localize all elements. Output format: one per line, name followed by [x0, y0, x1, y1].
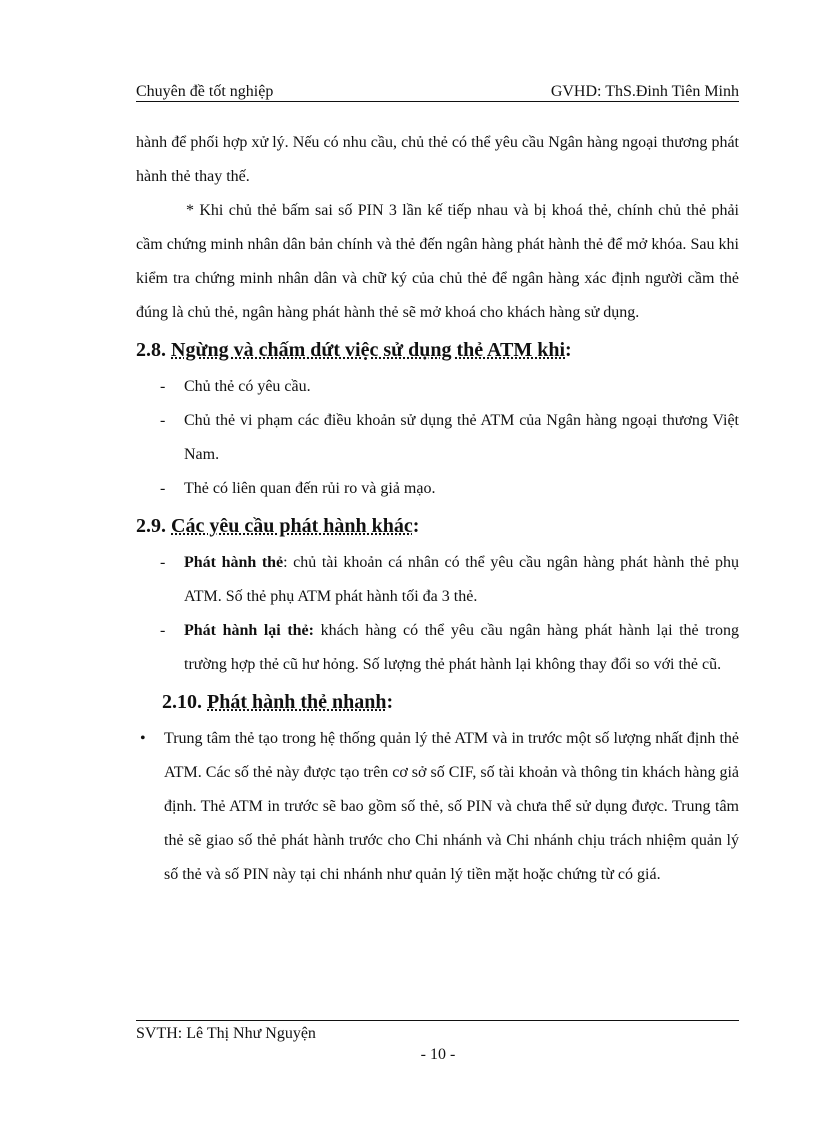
term-label: Phát hành thẻ: [184, 554, 284, 571]
list-item: - Phát hành lại thẻ: khách hàng có thể yêu cầu ngân hàng phát hành lại thẻ trong trường hợp thẻ cũ hư hỏng. Số lượng thẻ phát hành lại không thay đổi so với thẻ cũ.: [160, 622, 740, 673]
paragraph-continued: hành để phối hợp xử lý. Nếu có nhu cầu, chủ thẻ có thể yêu cầu Ngân hàng ngoại thương phát hành thẻ thay thế.: [136, 134, 739, 185]
list-item: - Phát hành thẻ: chủ tài khoản cá nhân có thể yêu cầu ngân hàng phát hành thẻ phụ ATM. Số thẻ phụ ATM phát hành tối đa 3 thẻ.: [160, 554, 740, 605]
section-title: Các yêu cầu phát hành khác: [171, 515, 413, 537]
list-item: • Trung tâm thẻ tạo trong hệ thống quản lý thẻ ATM và in trước một số lượng nhất định thẻ ATM. Các số thẻ này được tạo trên cơ sở số CIF, số tài khoản và thông tin khách hàng giả định. Thẻ ATM in trước sẽ bao gồm số thẻ, số PIN và chưa thể sử dụng được. Trung tâm thẻ sẽ giao số thẻ phát hành trước cho Chi nhánh và Chi nhánh chịu trách nhiệm quản lý số thẻ và số PIN này tại chi nhánh như quản lý tiền mặt hoặc chứng từ có giá.: [140, 730, 739, 883]
section-title: Phát hành thẻ nhanh: [207, 691, 387, 713]
page-header: [136, 77, 739, 101]
list-item: - Thẻ có liên quan đến rủi ro và giả mạo.: [160, 480, 436, 497]
footer-student: SVTH: Lê Thị Như Nguyện: [136, 1025, 316, 1042]
section-heading-2-10: 2.10. Phát hành thẻ nhanh:: [162, 691, 394, 713]
termination-list: [136, 370, 739, 506]
header-advisor: GVHD: ThS.Đinh Tiên Minh: [550, 83, 739, 100]
issuance-list: [136, 546, 739, 682]
page-body: [136, 126, 739, 892]
term-label: Phát hành lại thẻ:: [184, 622, 314, 639]
header-course: Chuyên đề tốt nghiệp: [136, 83, 274, 100]
section-heading-2-9: 2.9. Các yêu cầu phát hành khác:: [136, 515, 420, 537]
paragraph-pin-lock: * Khi chủ thẻ bấm sai số PIN 3 lần kế tiếp nhau và bị khoá thẻ, chính chủ thẻ phải cầm chứng minh nhân dân bản chính và thẻ đến ngân hàng phát hành thẻ để mở khóa. Sau khi kiểm tra chứng minh nhân dân và chữ ký của chủ thẻ để ngân hàng xác định người cầm thẻ đúng là chủ thẻ, ngân hàng phát hành thẻ sẽ mở khoá cho khách hàng sử dụng.: [136, 202, 739, 321]
quick-issuance-list: [136, 722, 739, 892]
list-item: - Chủ thẻ vi phạm các điều khoản sử dụng thẻ ATM của Ngân hàng ngoại thương Việt Nam.: [160, 412, 739, 463]
section-number: 2.9.: [136, 515, 166, 537]
footer-divider: [136, 1020, 739, 1021]
section-number: 2.8.: [136, 339, 166, 361]
header-divider: [136, 101, 739, 102]
section-title: Ngừng và chấm dứt việc sử dụng thẻ ATM khi: [171, 339, 566, 361]
section-heading-2-8: 2.8. Ngừng và chấm dứt việc sử dụng thẻ ATM khi:: [136, 339, 572, 361]
section-number: 2.10.: [162, 691, 202, 713]
list-item: - Chủ thẻ có yêu cầu.: [160, 378, 311, 395]
page-number: - 10 -: [420, 1046, 456, 1063]
